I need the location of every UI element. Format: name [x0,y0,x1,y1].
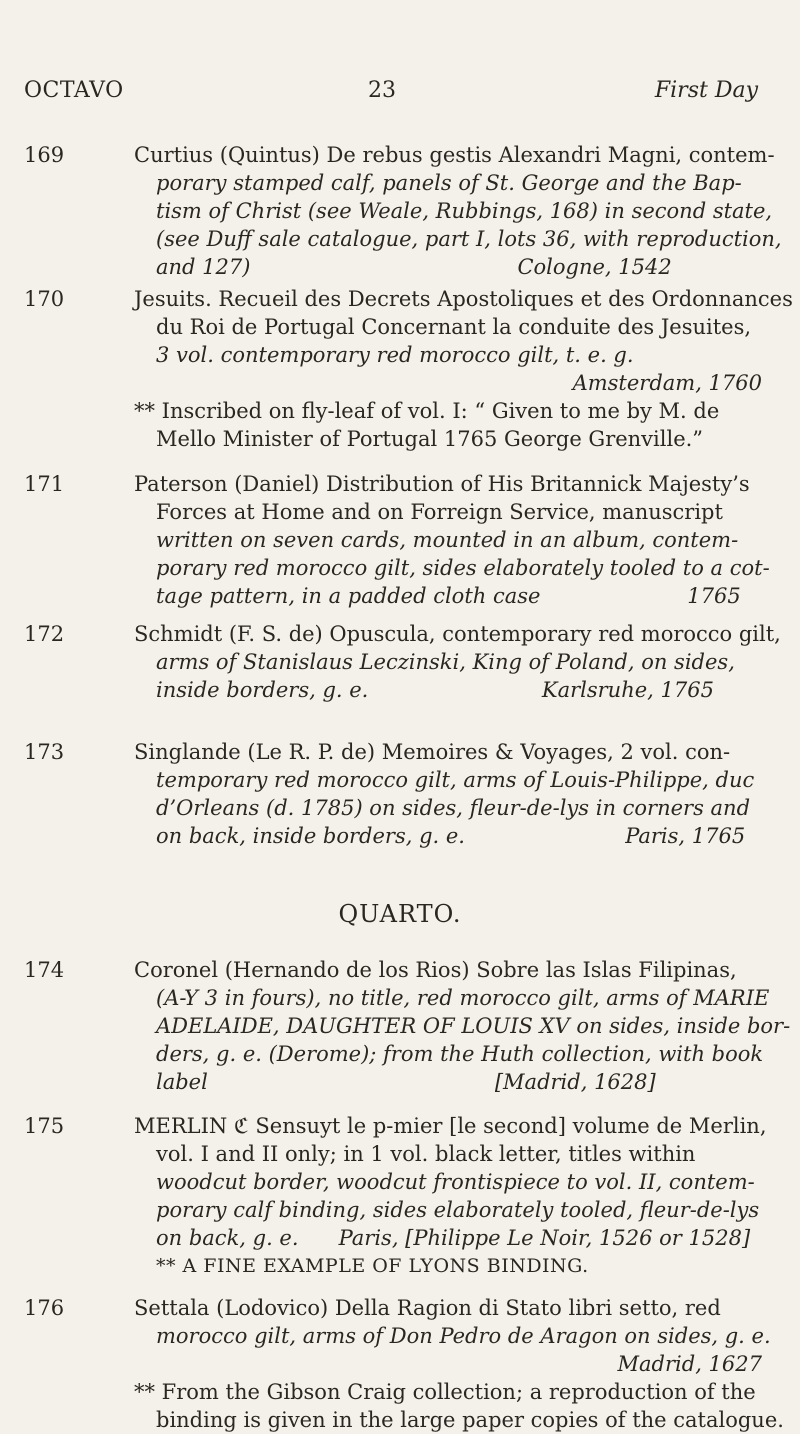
lot-entry [24,738,774,850]
lot-line: Amsterdam, 1760 [572,371,762,395]
lot-entry [24,1112,774,1280]
lot-line: porary calf binding, sides elaborately tooled, fleur-de-lys [156,1198,760,1222]
lot-line: temporary red morocco gilt, arms of Louis-Philippe, duc [156,768,755,792]
lot-note: ** From the Gibson Craig collection; a reproduction of the [134,1380,756,1404]
lot-line: on back, g. e. Paris, [Philippe Le Noir, 1526 or 1528] [156,1226,751,1250]
lot-line: Singlande (Le R. P. de) Memoires & Voyages, 2 vol. con- [134,740,731,764]
lot-line: Madrid, 1627 [617,1352,762,1376]
lot-entry [24,1294,784,1434]
lot-line: (see Duff sale catalogue, part I, lots 36, with reproduction, [156,227,782,251]
lot-line: 3 vol. contemporary red morocco gilt, t. e. g. [156,343,634,367]
lot-line: morocco gilt, arms of Don Pedro de Aragon on sides, g. e. [156,1324,771,1348]
lot-entry [24,285,793,453]
lot-line: on back, inside borders, g. e. Paris, 1765 [156,824,746,848]
header-day: First Day [654,78,758,103]
lot-note: ** A FINE EXAMPLE OF LYONS BINDING. [156,1255,589,1277]
lot-line: porary red morocco gilt, sides elaborately tooled to a cot- [156,556,770,580]
lot-line: du Roi de Portugal Concernant la conduite des Jesuites, [156,315,752,339]
lot-line: Jesuits. Recueil des Decrets Apostoliques et des Ordonnances [134,287,793,311]
lot-line: written on seven cards, mounted in an album, contem- [156,528,739,552]
lot-number: 172 [24,622,65,646]
lot-line: arms of Stanislaus Leczinski, King of Poland, on sides, [156,650,735,674]
lot-line: Paterson (Daniel) Distribution of His Britannick Majesty’s [134,472,750,496]
lot-line: and 127) Cologne, 1542 [156,255,672,279]
lot-line: woodcut border, woodcut frontispiece to vol. II, contem- [156,1170,755,1194]
lot-line: Forces at Home and on Forreign Service, manuscript [156,500,723,524]
lot-line: Schmidt (F. S. de) Opuscula, contemporary red morocco gilt, [134,622,781,646]
lot-line: ADELAIDE, DAUGHTER OF LOUIS XV on sides, inside bor- [156,1014,791,1038]
lot-line: Coronel (Hernando de los Rios) Sobre las Islas Filipinas, [134,958,737,982]
lot-entry [24,956,791,1096]
lot-entry [24,141,782,281]
lot-number: 176 [24,1296,65,1320]
lot-number: 175 [24,1114,65,1138]
lot-line: label [Madrid, 1628] [156,1070,656,1094]
page-number: 23 [368,78,396,103]
lot-line: Curtius (Quintus) De rebus gestis Alexandri Magni, contem- [134,143,775,167]
lot-line: binding is given in the large paper copies of the catalogue. [156,1408,784,1432]
lot-note: ** Inscribed on fly-leaf of vol. I: “ Given to me by M. de [134,399,720,423]
lot-line: Settala (Lodovico) Della Ragion di Stato libri setto, red [134,1296,721,1320]
lot-line: d’Orleans (d. 1785) on sides, fleur-de-lys in corners and [156,796,751,820]
section-title: QUARTO. [338,900,462,928]
lot-number: 174 [24,958,65,982]
lot-number: 171 [24,472,65,496]
lot-line: ders, g. e. (Derome); from the Huth collection, with book [156,1042,764,1066]
lot-line: MERLIN ℭ Sensuyt le p-mier [le second] volume de Merlin, [134,1114,767,1138]
lot-entry [24,620,781,704]
lot-line: tism of Christ (see Weale, Rubbings, 168) in second state, [156,199,773,223]
lot-number: 173 [24,740,65,764]
header-section: OCTAVO [24,78,124,103]
lot-number: 170 [24,287,65,311]
page-header [0,78,800,108]
lot-line: tage pattern, in a padded cloth case 1765 [156,584,741,608]
lot-number: 169 [24,143,65,167]
lot-line: porary stamped calf, panels of St. George and the Bap- [156,171,742,195]
lot-line: vol. I and II only; in 1 vol. black letter, titles within [156,1142,696,1166]
lot-line: Mello Minister of Portugal 1765 George Grenville.” [156,427,704,451]
lot-entry [24,470,774,610]
lot-line: (A-Y 3 in fours), no title, red morocco gilt, arms of MARIE [156,986,770,1010]
lot-line: inside borders, g. e. Karlsruhe, 1765 [156,678,714,702]
